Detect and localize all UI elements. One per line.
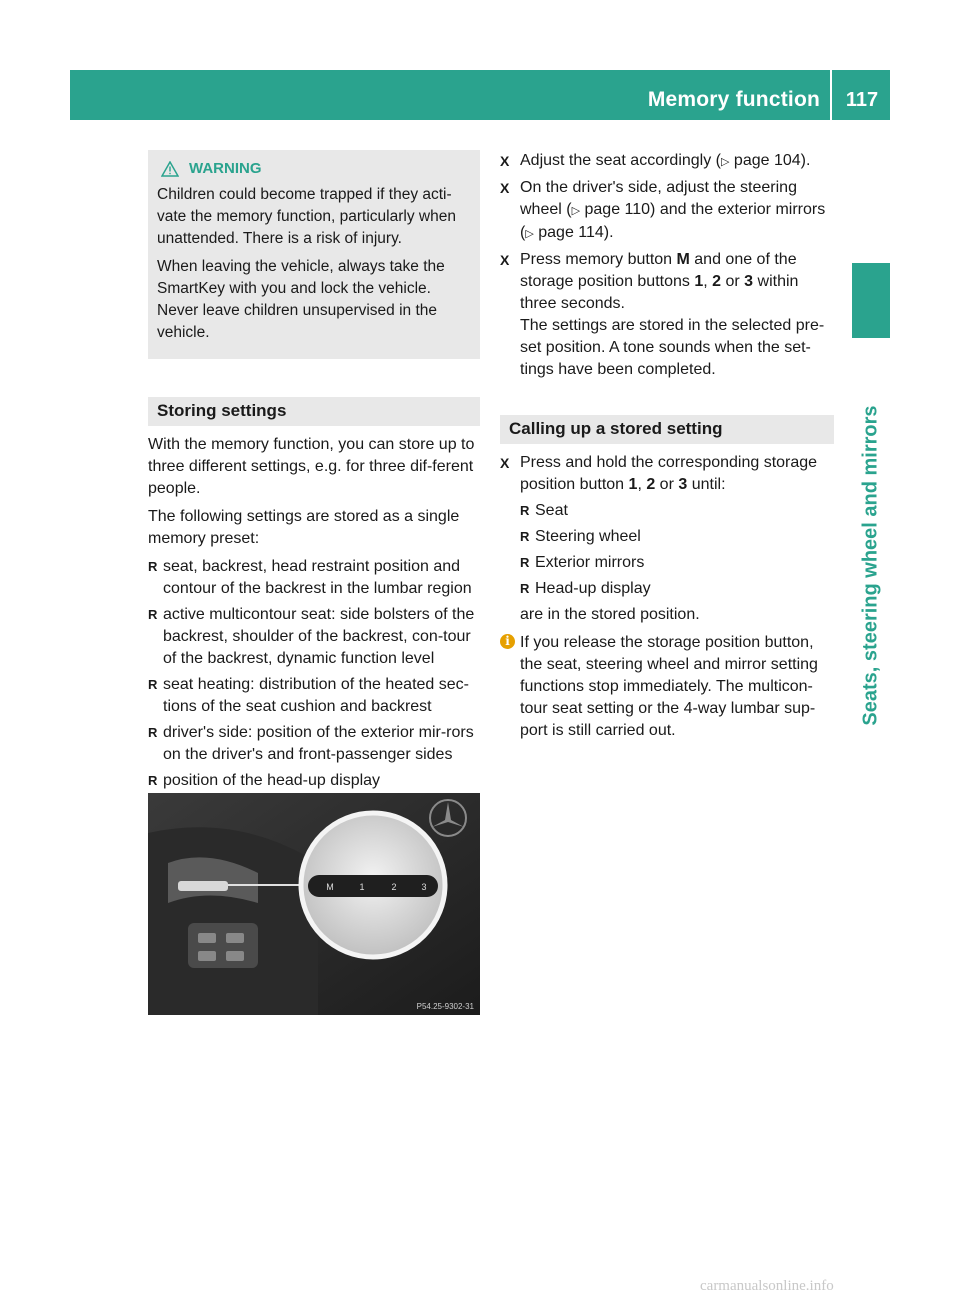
header-title: Memory function (647, 88, 820, 111)
window-switch (198, 933, 216, 943)
memory-button-m: M (326, 882, 334, 892)
memory-button-strip-small (178, 881, 228, 891)
button-label-1: 1 (628, 476, 638, 493)
step-marker: X (500, 180, 510, 196)
memory-button-3: 3 (421, 882, 427, 892)
info-text: If you release the storage position button, the seat, steering wheel and mirror setting functions stop immediately. The multicon-tour seat setting or the 4-way lumbar sup-port is still carried out. (520, 634, 818, 739)
bullet-marker: R (148, 725, 158, 740)
bullet-marker: R (520, 555, 530, 570)
page-ref: page 104). (733, 152, 811, 169)
left-column (148, 150, 480, 796)
step-text: Press memory button (520, 251, 677, 268)
info-note (500, 632, 834, 742)
header-divider (830, 70, 832, 120)
step-marker: X (500, 455, 510, 471)
bullet-marker: R (148, 677, 158, 692)
button-label-2: 2 (712, 273, 722, 290)
warning-paragraph: When leaving the vehicle, always take the SmartKey with you and lock the vehicle. Never leave children unsupervised in the vehicle. (157, 258, 445, 341)
warning-box (148, 150, 480, 359)
instruction-step (500, 452, 834, 496)
list-item (520, 526, 834, 548)
step-text: within three seconds. (520, 273, 799, 312)
list-item-text: Exterior mirrors (535, 554, 645, 571)
button-label-3: 3 (678, 476, 688, 493)
bullet-marker: R (148, 607, 158, 622)
step-result: The settings are stored in the selected pre-set position. A tone sounds when the set-tings have been completed. (520, 317, 825, 378)
list-item-text: position of the head-up display (163, 772, 381, 789)
chapter-label (852, 355, 890, 775)
warning-triangle-icon (161, 161, 179, 177)
page-ref-arrow-icon: ▷ (571, 205, 581, 217)
calling-after: are in the stored position. (520, 606, 700, 623)
list-item (148, 604, 480, 670)
door-panel (148, 827, 318, 1015)
warning-paragraph: Children could become trapped if they acti-vate the memory function, particularly when unattended. There is a risk of injury. (157, 186, 456, 247)
step-marker: X (500, 252, 510, 268)
figure-code: P54.25-9302-31 (416, 1002, 474, 1011)
list-item (520, 500, 834, 522)
instruction-step (500, 249, 834, 381)
storing-lead: The following settings are stored as a single memory preset: (148, 508, 460, 547)
list-item-text: active multicontour seat: side bolsters of the backrest, shoulder of the backrest, con-tour of the backrest, dynamic function level (163, 606, 475, 667)
bullet-marker: R (520, 503, 530, 518)
step-text: , (703, 273, 713, 290)
step-marker: X (500, 153, 510, 169)
window-switch (226, 933, 244, 943)
list-item-text: seat, backrest, head restraint position and contour of the backrest in the lumbar region (163, 558, 472, 597)
page-number: 117 (845, 89, 879, 111)
chapter-label-text: Seats, steering wheel and mirrors (859, 404, 882, 726)
watermark: carmanualsonline.info (700, 1278, 834, 1294)
list-item (520, 552, 834, 574)
chapter-tab (852, 263, 890, 338)
button-label-m: M (676, 251, 690, 268)
warning-title: WARNING (189, 160, 262, 177)
page-ref-arrow-icon: ▷ (525, 228, 534, 240)
stored-items-list (520, 500, 834, 600)
list-item (148, 722, 480, 766)
page-header (70, 70, 890, 120)
step-text: or (721, 273, 745, 290)
page-ref-arrow-icon: ▷ (721, 156, 730, 168)
button-label-1: 1 (694, 273, 704, 290)
page-ref: page 110) and the exterior mirrors ( (520, 201, 826, 241)
step-text: Press and hold the corresponding storage position button (520, 454, 818, 493)
step-text: and one of the storage position buttons (520, 251, 797, 290)
bullet-marker: R (148, 559, 158, 574)
list-item (148, 770, 480, 792)
step-text: until: (687, 476, 726, 493)
list-item-text: driver's side: position of the exterior mir-rors on the driver's and front-passenger sides (163, 724, 474, 763)
step-text: or (655, 476, 679, 493)
instruction-step (500, 150, 834, 173)
warning-header (157, 158, 471, 180)
section-heading-storing: Storing settings (148, 397, 480, 426)
list-item-text: Seat (535, 502, 568, 519)
button-label-3: 3 (744, 273, 754, 290)
list-item-text: seat heating: distribution of the heated sec-tions of the seat cushion and backrest (163, 676, 469, 715)
button-label-2: 2 (646, 476, 656, 493)
bullet-marker: R (520, 529, 530, 544)
step-text: Adjust the seat accordingly ( (520, 152, 721, 169)
page-ref: page 114). (538, 224, 614, 241)
window-switch (198, 951, 216, 961)
list-item-text: Steering wheel (535, 528, 641, 545)
right-column (500, 150, 834, 742)
memory-button-1: 1 (359, 882, 365, 892)
step-text: On the driver's side, adjust the steering wheel ( (520, 179, 797, 218)
window-switch-panel (188, 923, 258, 968)
info-icon: i (500, 634, 515, 649)
window-switch (226, 951, 244, 961)
instruction-step (500, 177, 834, 245)
list-item (520, 578, 834, 600)
memory-button-2: 2 (391, 882, 397, 892)
section-heading-calling: Calling up a stored setting (500, 415, 834, 444)
list-item (148, 556, 480, 600)
memory-buttons-photo (148, 793, 480, 1015)
step-text: , (637, 476, 647, 493)
list-item (148, 674, 480, 718)
storing-intro: With the memory function, you can store up to three different settings, e.g. for three dif-ferent people. (148, 436, 475, 497)
list-item-text: Head-up display (535, 580, 651, 597)
bullet-marker: R (520, 581, 530, 596)
bullet-marker: R (148, 773, 158, 788)
